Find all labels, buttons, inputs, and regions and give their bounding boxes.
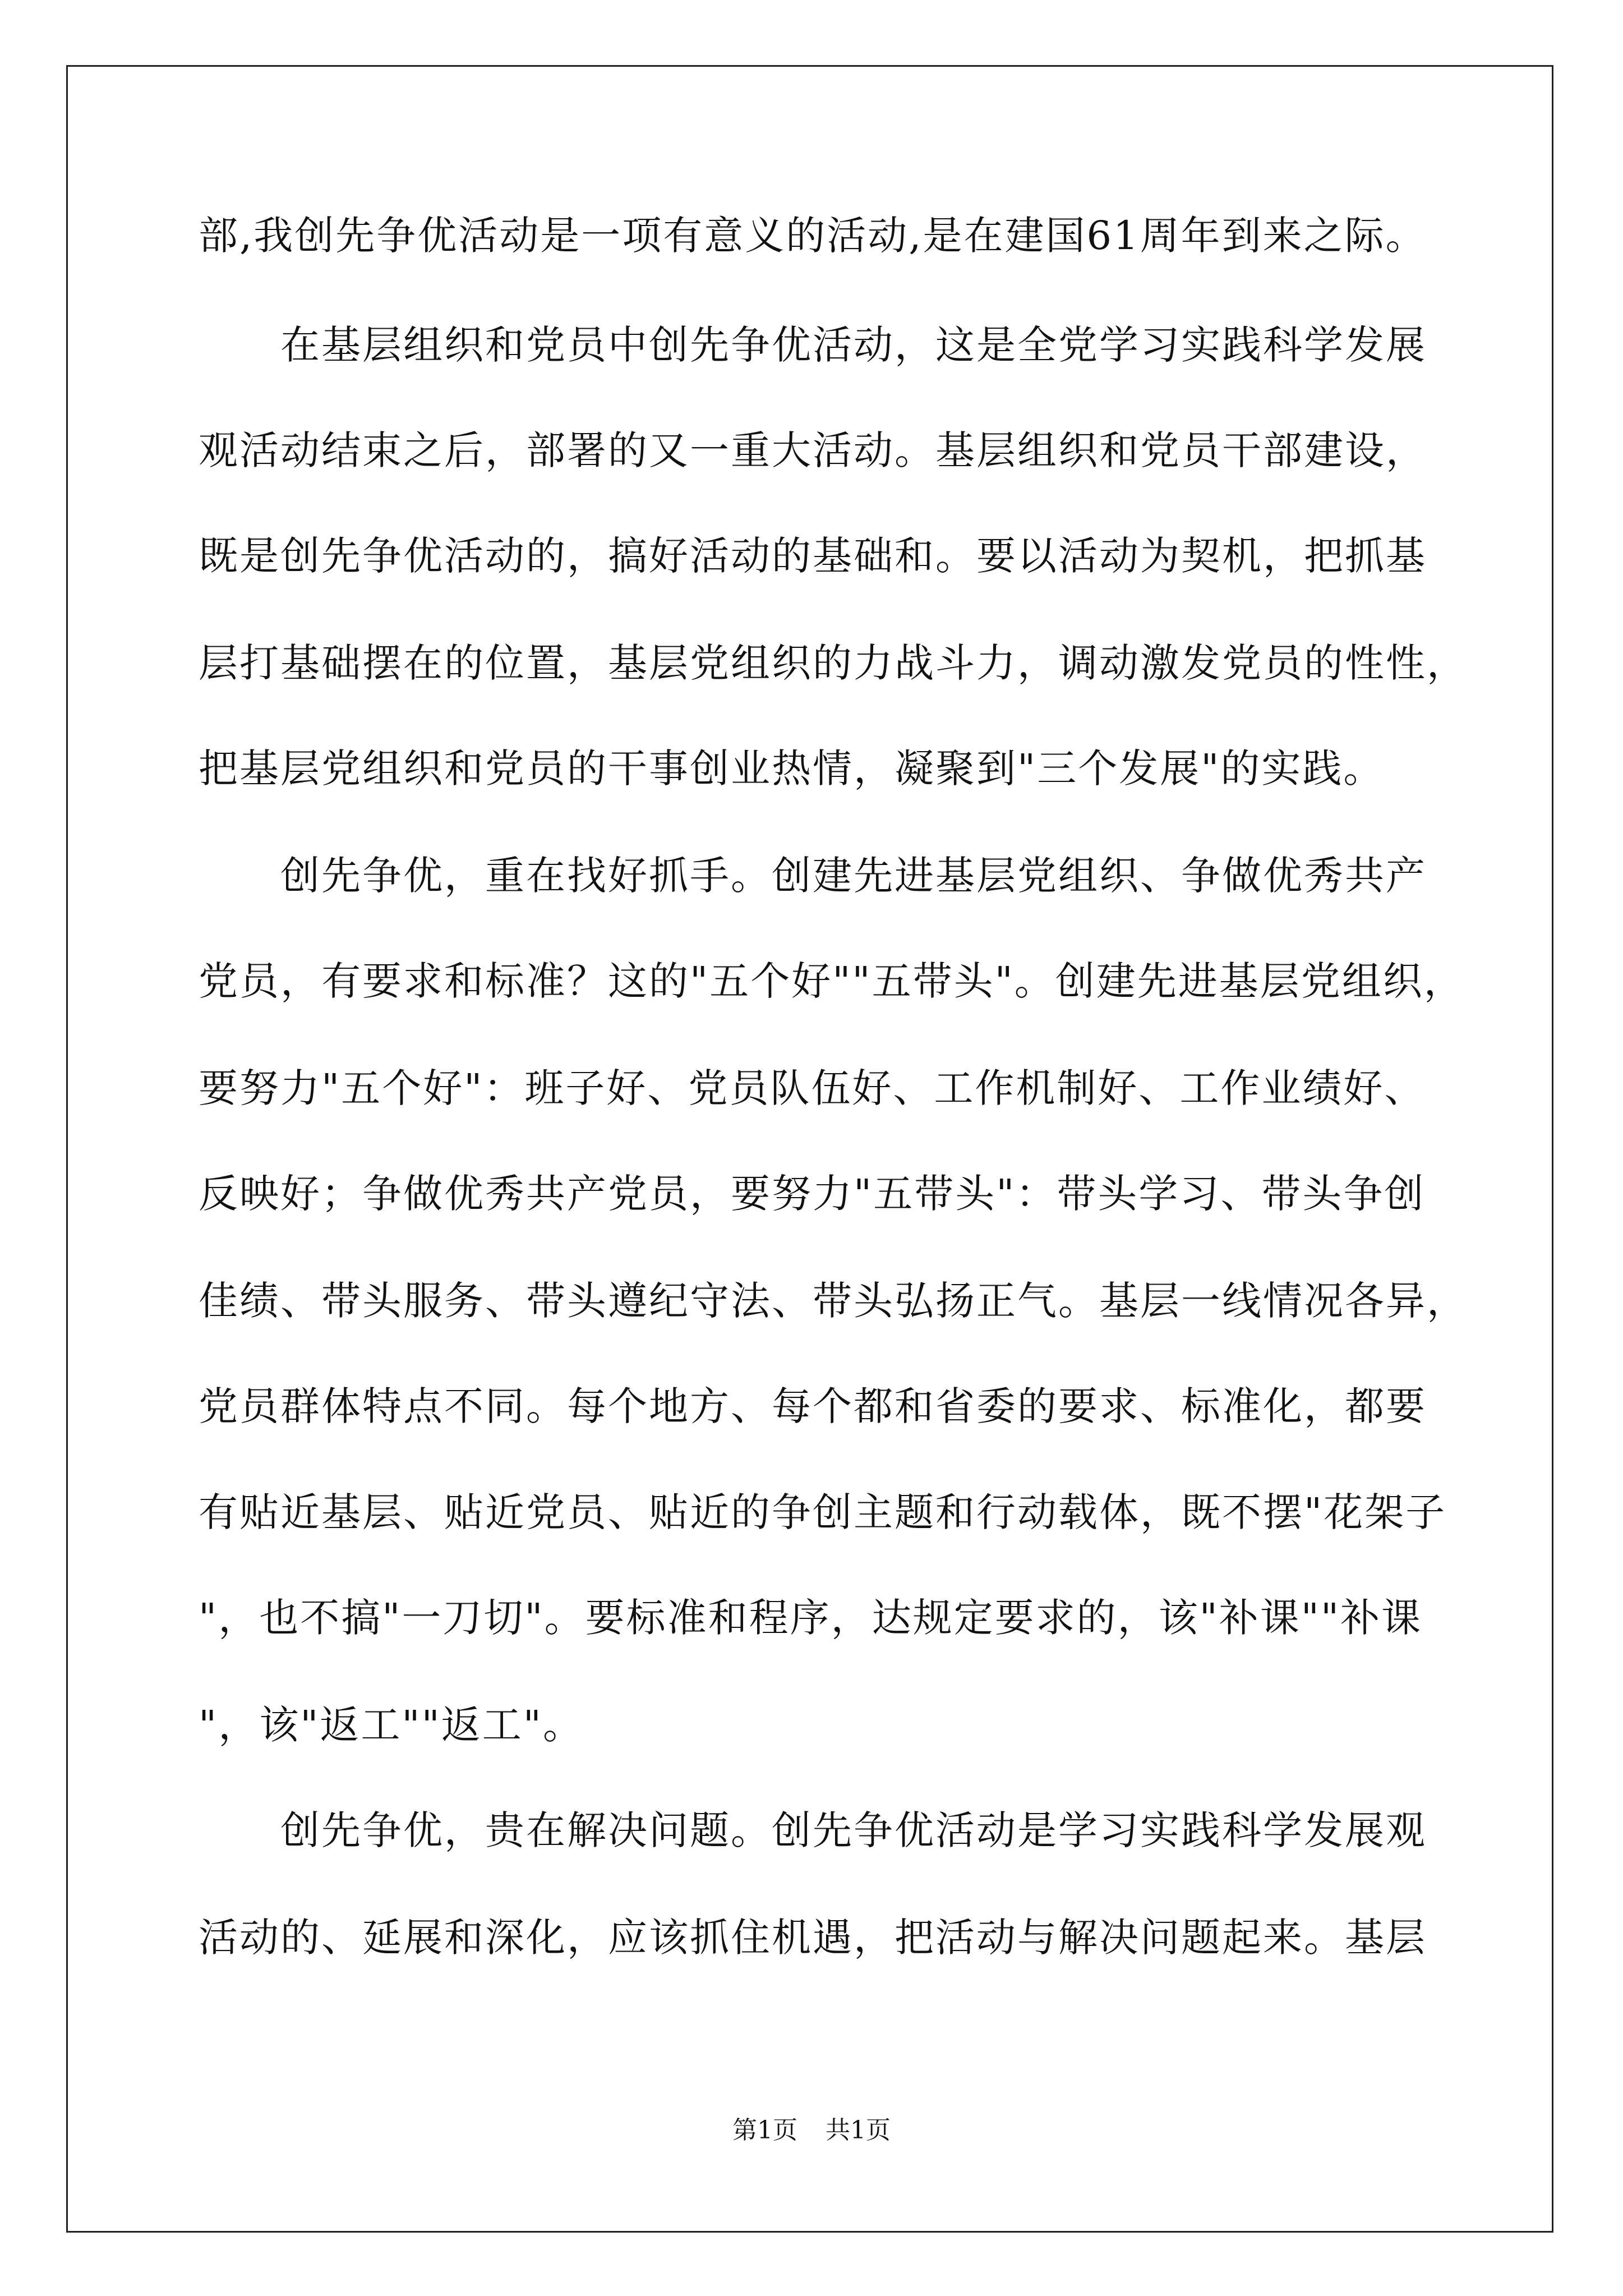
text-line-9: 要努力"五个好"：班子好、党员队伍好、工作机制好、工作业绩好、 xyxy=(199,1065,1426,1111)
text-line-12: 党员群体特点不同。每个地方、每个都和省委的要求、标准化，都要 xyxy=(199,1383,1427,1429)
text-line-2: 在基层组织和党员中创先争优活动，这是全党学习实践科学发展 xyxy=(280,322,1427,368)
text-line-14: "，也不搞"一刀切"。要标准和程序，达规定要求的，该"补课""补课 xyxy=(199,1595,1423,1641)
text-line-8: 党员，有要求和标准？这的"五个好""五带头"。创建先进基层党组织， xyxy=(199,958,1465,1004)
page-border xyxy=(66,65,1553,2233)
text-line-6: 把基层党组织和党员的干事创业热情，凝聚到"三个发展"的实践。 xyxy=(199,746,1385,792)
text-line-4: 既是创先争优活动的，搞好活动的基础和。要以活动为契机，把抓基 xyxy=(199,533,1427,579)
page-footer xyxy=(0,2115,1623,2146)
text-line-11: 佳绩、带头服务、带头遵纪守法、带头弘扬正气。基层一线情况各异， xyxy=(199,1278,1468,1324)
text-line-7: 创先争优，重在找好抓手。创建先进基层党组织、争做优秀共产 xyxy=(280,853,1427,899)
text-line-5: 层打基础摆在的位置，基层党组织的力战斗力，调动激发党员的性性， xyxy=(199,640,1468,686)
text-line-3: 观活动结束之后，部署的又一重大活动。基层组织和党员干部建设， xyxy=(199,427,1427,473)
text-line-13: 有贴近基层、贴近党员、贴近的争创主题和行动载体，既不摆"花架子 xyxy=(199,1489,1447,1535)
text-line-17: 活动的、延展和深化，应该抓住机遇，把活动与解决问题起来。基层 xyxy=(199,1915,1427,1961)
page-number-current: 第1页 xyxy=(732,2116,797,2145)
text-line-1: 部,我创先争优活动是一项有意义的活动,是在建国61周年到来之际。 xyxy=(199,213,1427,259)
page-number-total: 共1页 xyxy=(826,2116,891,2145)
text-line-16: 创先争优，贵在解决问题。创先争优活动是学习实践科学发展观 xyxy=(280,1807,1427,1853)
text-line-10: 反映好；争做优秀共产党员，要努力"五带头"：带头学习、带头争创 xyxy=(199,1171,1426,1217)
text-line-15: "，该"返工""返工"。 xyxy=(199,1702,584,1748)
